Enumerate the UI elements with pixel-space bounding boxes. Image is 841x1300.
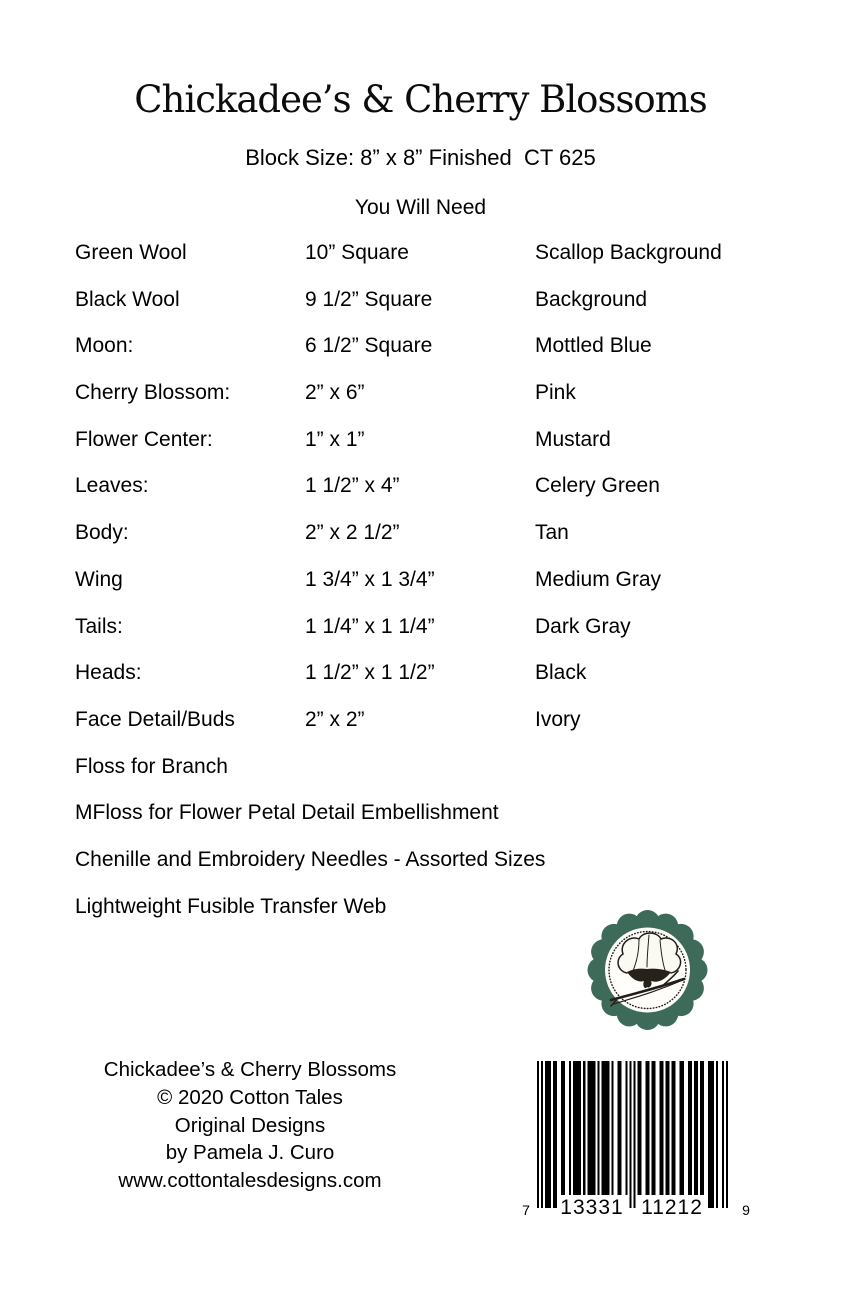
material-item: Cherry Blossom: (75, 381, 231, 405)
material-row (0, 557, 841, 604)
material-color: Pink (535, 381, 576, 405)
material-row (0, 650, 841, 697)
material-note (0, 790, 841, 837)
material-note-text: Lightweight Fusible Transfer Web (75, 894, 387, 918)
material-item: Moon: (75, 334, 134, 358)
materials-list (0, 230, 841, 930)
material-size: 1” x 1” (305, 427, 365, 451)
material-note-text: Chenille and Embroidery Needles - Assorted Sizes (75, 847, 546, 871)
material-item: Black Wool (75, 287, 180, 311)
credit-line: Chickadee’s & Cherry Blossoms (103, 1058, 397, 1081)
barcode-check-digit: 9 (742, 1202, 750, 1218)
material-item: Leaves: (75, 474, 149, 498)
material-color: Black (535, 661, 587, 685)
material-size: 2” x 2” (305, 707, 365, 731)
cotton-tales-logo-icon (587, 909, 708, 1031)
barcode-left-digits: 13331 (560, 1196, 624, 1219)
material-row (0, 277, 841, 324)
material-size: 1 1/4” x 1 1/4” (305, 614, 435, 638)
material-item: Flower Center: (75, 427, 213, 451)
material-size: 10” Square (305, 241, 409, 264)
material-color: Scallop Background (535, 241, 722, 264)
block-size-line: Block Size: 8” x 8” Finished CT 625 (245, 145, 596, 170)
upc-barcode (517, 1061, 757, 1221)
material-size: 9 1/2” Square (305, 287, 433, 311)
material-row (0, 230, 841, 277)
material-row (0, 604, 841, 651)
material-color: Dark Gray (535, 614, 631, 638)
material-note (0, 837, 841, 884)
credit-line: by Pamela J. Curo (165, 1141, 335, 1165)
material-size: 1 3/4” x 1 3/4” (305, 567, 435, 591)
page-title: Chickadee’s & Cherry Blossoms (134, 78, 707, 121)
material-color: Ivory (535, 707, 581, 731)
material-row (0, 697, 841, 744)
material-row (0, 463, 841, 510)
material-size: 1 1/2” x 4” (305, 474, 400, 498)
material-row (0, 370, 841, 417)
material-note-text: MFloss for Flower Petal Detail Embellishment (75, 801, 499, 825)
material-size: 6 1/2” Square (305, 334, 433, 358)
material-item: Heads: (75, 661, 142, 685)
barcode-number-system-digit: 7 (522, 1202, 530, 1218)
material-item: Body: (75, 521, 129, 545)
barcode-right-digits: 11212 (641, 1196, 703, 1219)
credit-line: Original Designs (174, 1113, 326, 1137)
material-size: 2” x 2 1/2” (305, 521, 400, 545)
material-size: 2” x 6” (305, 381, 365, 405)
material-row (0, 417, 841, 464)
material-size: 1 1/2” x 1 1/2” (305, 661, 435, 685)
credit-line: www.cottontalesdesigns.com (118, 1169, 382, 1193)
material-item: Wing (75, 567, 123, 591)
material-color: Celery Green (535, 474, 660, 498)
material-note (0, 744, 841, 791)
material-note-text: Floss for Branch (75, 754, 228, 778)
material-item: Tails: (75, 614, 123, 638)
credit-line: © 2020 Cotton Tales (157, 1085, 343, 1109)
material-item: Green Wool (75, 241, 187, 264)
publisher-credits (50, 1056, 450, 1195)
material-color: Mustard (535, 427, 611, 451)
barcode-bars (537, 1061, 728, 1208)
material-item: Face Detail/Buds (75, 707, 235, 731)
you-will-need-heading: You Will Need (354, 196, 487, 219)
material-note (0, 884, 841, 931)
material-color: Medium Gray (535, 567, 662, 591)
material-row (0, 510, 841, 557)
material-color: Tan (535, 521, 569, 545)
material-row (0, 323, 841, 370)
material-color: Mottled Blue (535, 334, 652, 358)
material-color: Background (535, 287, 648, 311)
